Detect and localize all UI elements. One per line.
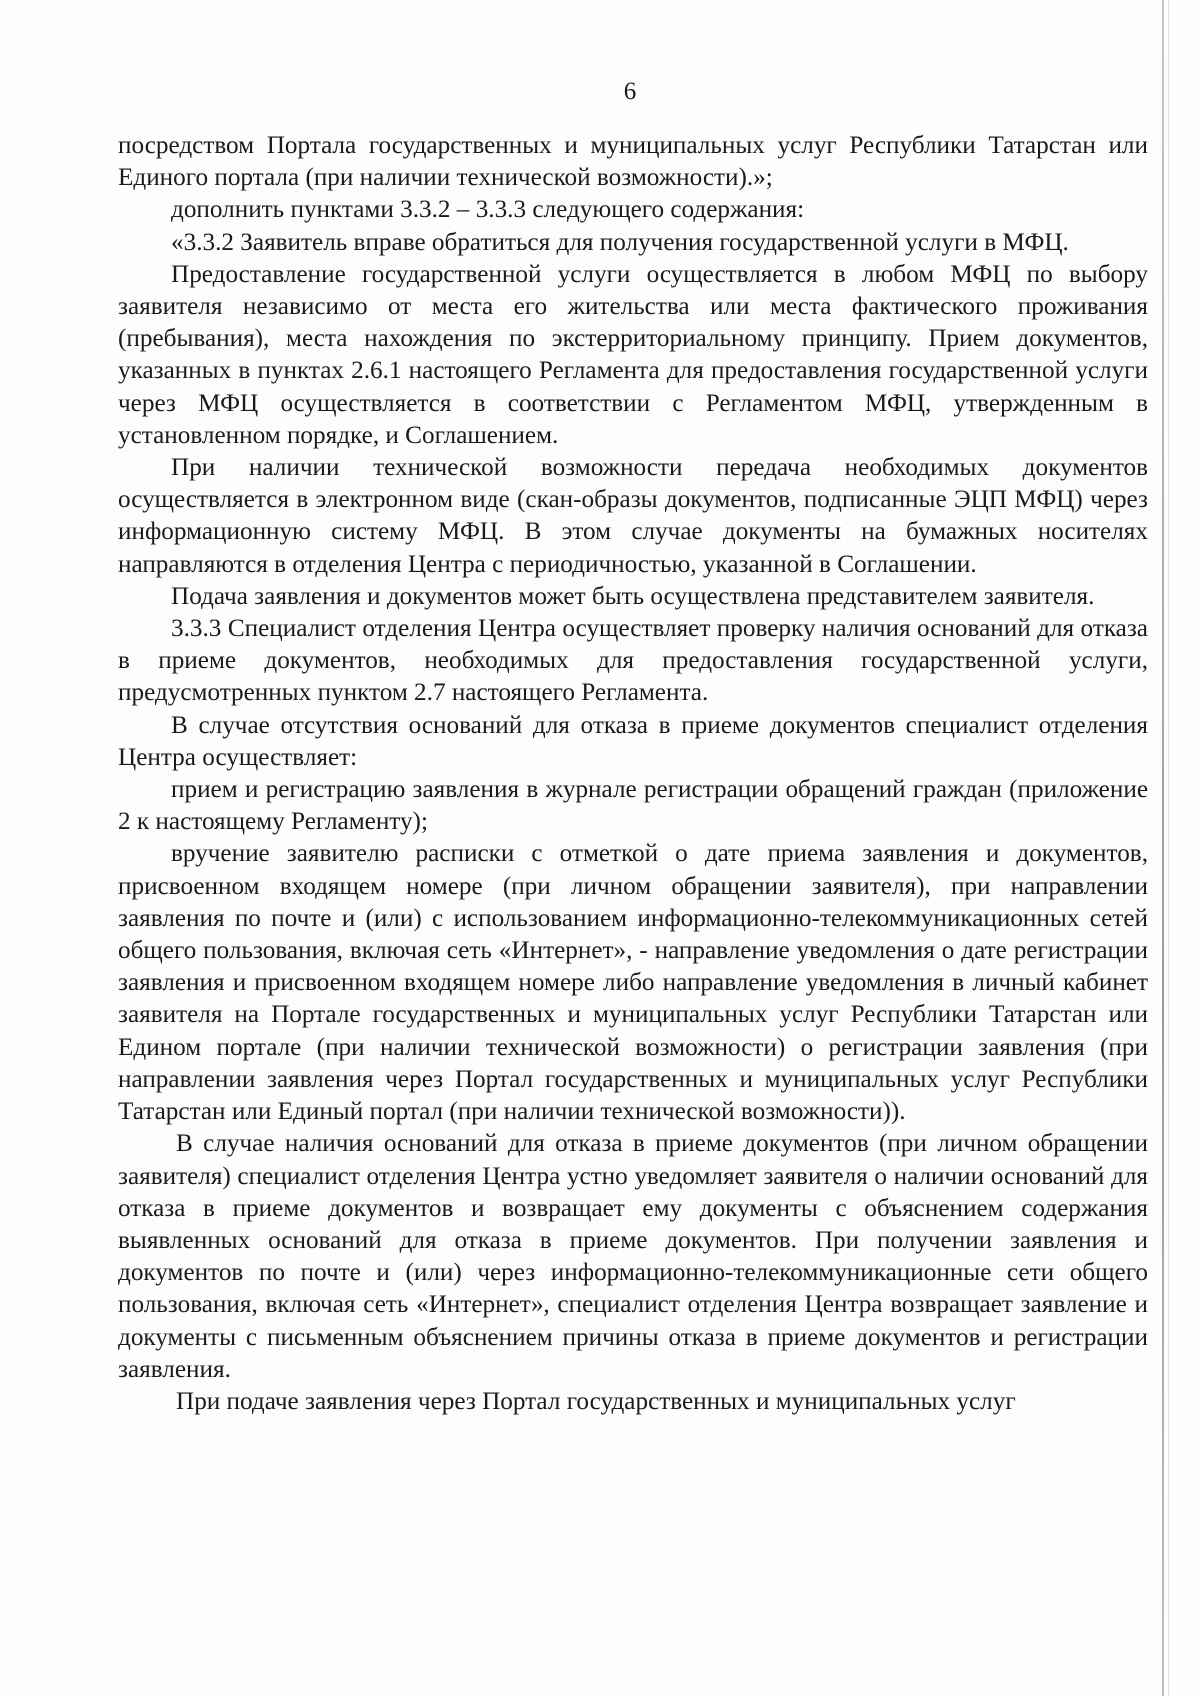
paragraph: При наличии технической возможности передача необходимых документов осуществляется в электронном виде (скан-образы документов, подписанные ЭЦП МФЦ) через информационную систему МФЦ. В этом случае документы на бумажных носителях направляются в отделения Центра с периодичностью, указанной в Соглашении. — [118, 454, 1148, 578]
paragraph: Предоставление государственной услуги осуществляется в любом МФЦ по выбору заявителя независимо от места его жительства или места фактического проживания (пребывания), места нахождения по экстерриториальному принципу. Прием документов, указанных в пунктах 2.6.1 настоящего Регламента для предоставления государственной услуги через МФЦ осуществляется в соответствии с Регламентом МФЦ, утвержденным в установленном порядке, и Соглашением. — [118, 260, 1148, 449]
paragraph: вручение заявителю расписки с отметкой о дате приема заявления и документов, присвоенном входящем номере (при личном обращении заявителя), при направлении заявления по почте и (или) с использованием информационно-телекоммуникационных сетей общего пользования, включая сеть «Интернет», - направление уведомления о дате регистрации заявления и присвоенном входящем номере либо направление уведомления в личный кабинет заявителя на Портале государственных и муниципальных услуг Республики Татарстан или Едином портале (при наличии технической возможности) о регистрации заявления (при направлении заявления через Портал государственных и муниципальных услуг Республики Татарстан или Единый портал (при наличии технической возможности)). — [118, 840, 1148, 1126]
paragraph: посредством Портала государственных и муниципальных услуг Республики Татарстан или Единого портала (при наличии технической возможности).»; — [118, 132, 1148, 192]
paragraph: При подаче заявления через Портал государственных и муниципальных услуг — [176, 1387, 1016, 1415]
paragraph: Подача заявления и документов может быть осуществлена представителем заявителя. — [171, 582, 1095, 610]
document-body — [118, 130, 1148, 1418]
paragraph: В случае отсутствия оснований для отказа в приеме документов специалист отделения Центра осуществляет: — [118, 711, 1148, 771]
paragraph: 3.3.3 Специалист отделения Центра осуществляет проверку наличия оснований для отказа в приеме документов, необходимых для предоставления государственной услуги, предусмотренных пунктом 2.7 настоящего Регламента. — [118, 615, 1148, 707]
scan-edge-shadow — [1168, 0, 1169, 1696]
scan-edge-line — [1162, 0, 1164, 1696]
page-number: 6 — [623, 78, 637, 105]
paragraph: В случае наличия оснований для отказа в приеме документов (при личном обращении заявителя) специалист отделения Центра устно уведомляет заявителя о наличии оснований для отказа в приеме документов и возвращает ему документы с объяснением содержания выявленных оснований для отказа в приеме документов. При получении заявления и документов по почте и (или) через информационно-телекоммуникационные сети общего пользования, включая сеть «Интернет», специалист отделения Центра возвращает заявление и документы с письменным объяснением причины отказа в приеме документов и регистрации заявления. — [118, 1130, 1148, 1383]
paragraph: дополнить пунктами 3.3.2 – 3.3.3 следующего содержания: — [171, 196, 805, 224]
paragraph: прием и регистрацию заявления в журнале регистрации обращений граждан (приложение 2 к настоящему Регламенту); — [118, 776, 1148, 836]
paragraph: «3.3.2 Заявитель вправе обратиться для получения государственной услуги в МФЦ. — [171, 228, 1069, 256]
